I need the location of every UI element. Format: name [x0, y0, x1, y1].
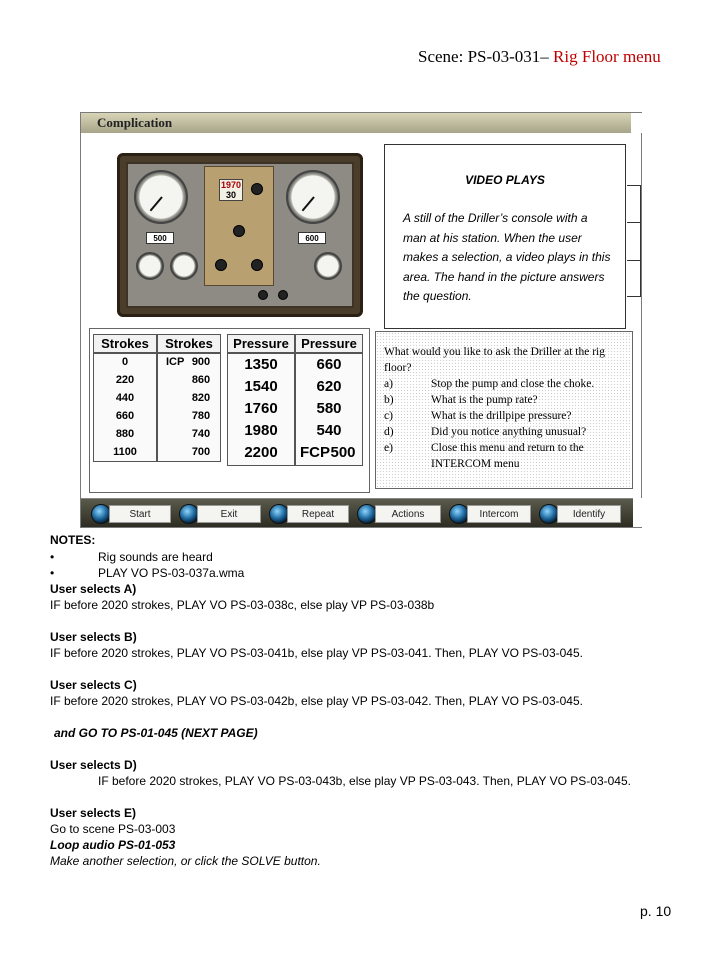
- selection-a-text: IF before 2020 strokes, PLAY VO PS-03-038c, else play VP PS-03-038b: [50, 598, 435, 612]
- standpipe-gauge: [134, 170, 188, 224]
- notes-header: NOTES:: [50, 533, 96, 547]
- selection-e-heading: User selects E): [50, 806, 137, 820]
- video-area: [384, 144, 626, 329]
- selection-b-text: IF before 2020 strokes, PLAY VO PS-03-041b, else play VP PS-03-041. Then, PLAY VO PS-03-045.: [50, 646, 583, 660]
- table-cell: 780: [191, 410, 211, 422]
- selection-b-heading: User selects B): [50, 630, 137, 644]
- video-description: A still of the Driller’s console with a man at his station. When the user makes a selection, a video plays in this area. The hand in the picture answers the question.: [403, 211, 611, 303]
- option-text: What is the drillpipe pressure?: [431, 410, 572, 422]
- orb-icon: [357, 504, 377, 524]
- table-cell: 820: [191, 392, 211, 404]
- navigation-bar: [81, 498, 633, 527]
- orb-icon: [269, 504, 289, 524]
- scene-title: [418, 46, 678, 68]
- selection-c-text: IF before 2020 strokes, PLAY VO PS-03-042b, else play VP PS-03-042. Then, PLAY VO PS-03-045.: [50, 694, 583, 708]
- simulation-frame: [80, 112, 642, 528]
- bullet-text: PLAY VO PS-03-037a.wma: [98, 566, 245, 580]
- counter-bottom: 30: [225, 190, 236, 200]
- selection-c-heading: User selects C): [50, 678, 137, 692]
- icp-label: ICP: [166, 356, 185, 368]
- selection-d-block: [50, 773, 670, 805]
- table-cell: 620: [316, 378, 342, 395]
- selection-e-text: Go to scene PS-03-003: [50, 822, 176, 836]
- identify-label: Identify: [557, 505, 621, 523]
- table-cell: 1100: [113, 446, 137, 458]
- table-cell: 660: [316, 356, 342, 373]
- option-letter: b): [384, 394, 394, 406]
- loop-audio: Loop audio PS-01-053: [50, 838, 176, 852]
- selection-d-text: IF before 2020 strokes, PLAY VO PS-03-043b, else play VP PS-03-043. Then, PLAY VO PS-03-045.: [98, 774, 631, 788]
- table-header: Pressure: [295, 334, 363, 353]
- table-cell: 900: [191, 356, 211, 368]
- counter-knob: [251, 183, 263, 195]
- bullet-text: Rig sounds are heard: [98, 550, 213, 564]
- gauge-needle: [150, 196, 163, 211]
- question-menu: [375, 331, 633, 489]
- table-cell: 740: [191, 428, 211, 440]
- stroke-counter-display: [219, 179, 243, 201]
- actions-button[interactable]: [357, 504, 443, 524]
- casing-gauge: [286, 170, 340, 224]
- start-button[interactable]: [91, 504, 173, 524]
- pressure-schedule: [93, 334, 365, 466]
- orb-icon: [91, 504, 111, 524]
- selection-a-heading: User selects A): [50, 582, 137, 596]
- counter-top: 1970: [220, 180, 242, 190]
- selection-d-heading: User selects D): [50, 758, 137, 772]
- table-cell: 580: [316, 400, 342, 417]
- console-knob: [258, 290, 268, 300]
- option-text: Close this menu and return to the INTERCOM menu: [431, 442, 584, 470]
- table-cell: 1980: [244, 422, 278, 439]
- small-gauge-2: [170, 252, 198, 280]
- option-letter: c): [384, 410, 393, 422]
- video-title: VIDEO PLAYS: [465, 173, 545, 187]
- scene-name: Rig Floor menu: [553, 47, 661, 66]
- connector-lines: [627, 185, 641, 297]
- table-cell: 2200: [244, 444, 278, 461]
- table-cell: 700: [191, 446, 211, 458]
- table-cell: 1760: [244, 400, 278, 417]
- right-readout: 600: [298, 232, 326, 244]
- icp-column: [157, 353, 221, 462]
- table-cell: 220: [115, 374, 135, 386]
- exit-label: Exit: [197, 505, 261, 523]
- solve-instruction: Make another selection, or click the SOLVE button.: [50, 854, 321, 868]
- table-header: Strokes: [93, 334, 157, 353]
- table-cell: 440: [115, 392, 135, 404]
- pressure-column-1: [227, 353, 295, 466]
- table-cell: 540: [316, 422, 342, 439]
- table-header: Strokes: [157, 334, 221, 353]
- small-gauge-3: [314, 252, 342, 280]
- gauge-needle: [302, 196, 315, 211]
- identify-button[interactable]: [539, 504, 625, 524]
- orb-icon: [449, 504, 469, 524]
- table-cell: 660: [115, 410, 135, 422]
- table-header: Pressure: [227, 334, 295, 353]
- complication-label: Complication: [97, 115, 173, 130]
- repeat-label: Repeat: [287, 505, 349, 523]
- pressure-column-2: [295, 353, 363, 466]
- table-cell: 880: [115, 428, 135, 440]
- switch-knob: [251, 259, 263, 271]
- intercom-button[interactable]: [449, 504, 533, 524]
- fcp-label: FCP: [300, 444, 330, 461]
- intercom-label: Intercom: [467, 505, 531, 523]
- table-cell: 0: [121, 356, 129, 368]
- choke-knob: [233, 225, 245, 237]
- question-prompt: What would you like to ask the Driller at the rig floor?: [384, 346, 605, 374]
- left-readout: 500: [146, 232, 174, 244]
- page-number: p. 10: [640, 903, 672, 919]
- table-cell: 1540: [244, 378, 278, 395]
- option-letter: a): [384, 378, 393, 390]
- table-cell: 860: [191, 374, 211, 386]
- table-cell: 1350: [244, 356, 278, 373]
- goto-instruction: and GO TO PS-01-045 (NEXT PAGE): [54, 726, 258, 740]
- driller-console-image: [117, 153, 363, 317]
- option-letter: e): [384, 442, 393, 454]
- table-cell: 500: [330, 444, 356, 461]
- kill-sheet-table: [89, 328, 370, 493]
- small-gauge-1: [136, 252, 164, 280]
- option-text: What is the pump rate?: [431, 394, 538, 406]
- start-label: Start: [109, 505, 171, 523]
- exit-button[interactable]: [179, 504, 263, 524]
- orb-icon: [539, 504, 559, 524]
- console-knob: [278, 290, 288, 300]
- bullet-icon: •: [50, 550, 55, 564]
- option-letter: d): [384, 426, 394, 438]
- actions-label: Actions: [375, 505, 441, 523]
- orb-icon: [179, 504, 199, 524]
- option-text: Did you notice anything unusual?: [431, 426, 587, 438]
- repeat-button[interactable]: [269, 504, 351, 524]
- option-text: Stop the pump and close the choke.: [431, 378, 595, 390]
- bullet-icon: •: [50, 566, 55, 580]
- panel-header: [81, 113, 631, 133]
- switch-knob: [215, 259, 227, 271]
- console-face: [126, 162, 354, 308]
- pump-stroke-counter: [204, 166, 274, 286]
- scene-id: Scene: PS-03-031–: [418, 47, 554, 66]
- strokes-column: [93, 353, 157, 462]
